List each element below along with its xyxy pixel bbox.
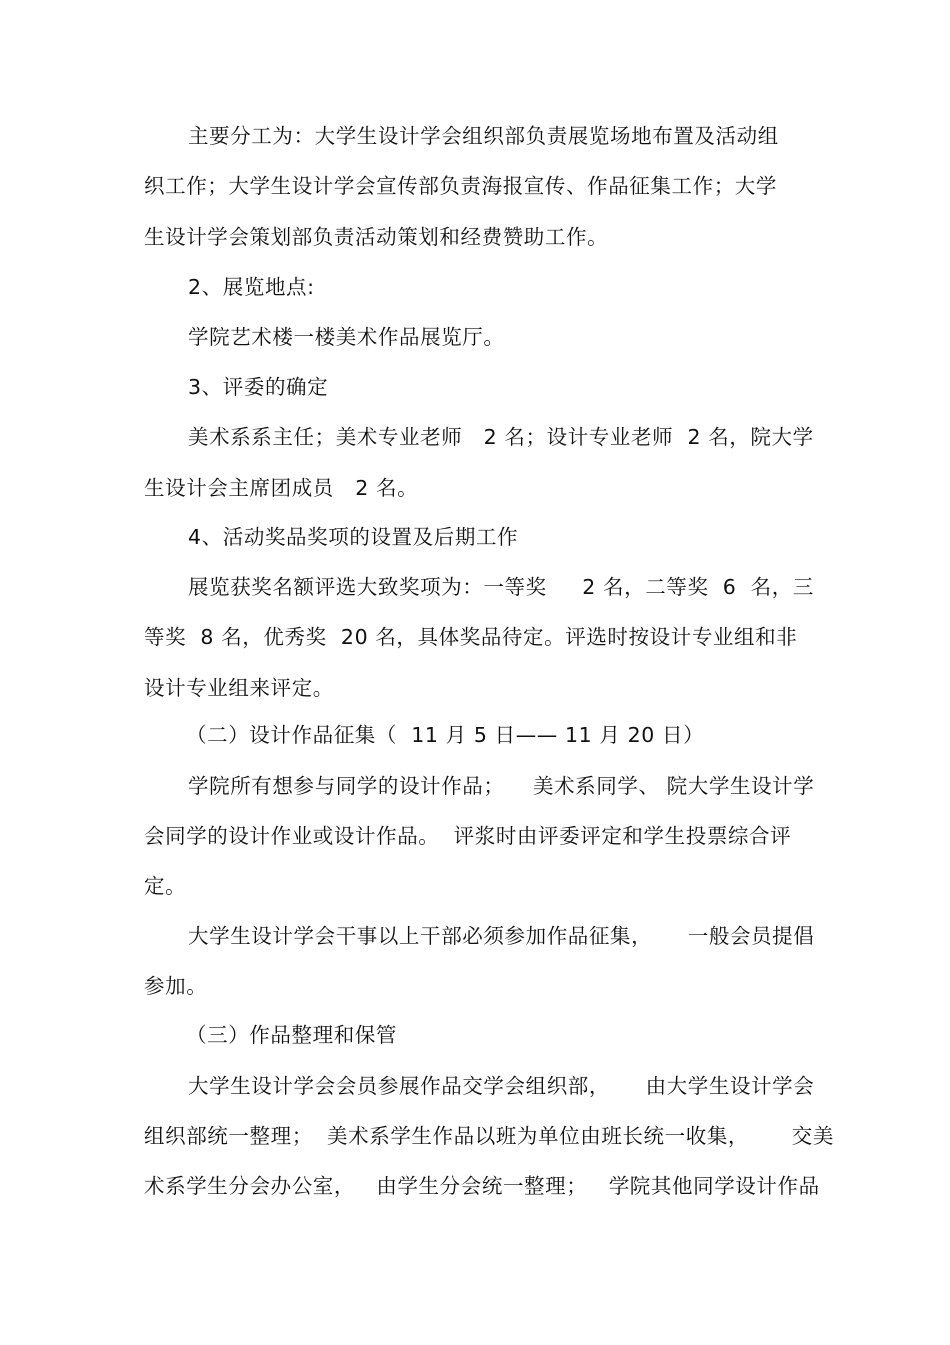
paragraph-line: 会同学的设计作业或设计作品。 评浆时由评委评定和学生投票综合评 <box>144 824 792 848</box>
paragraph-line: 定。 <box>144 874 187 898</box>
section-heading: 4、活动奖品奖项的设置及后期工作 <box>188 525 519 549</box>
paragraph-line: 等奖 8 名，优秀奖 20 名，具体奖品待定。评选时按设计专业组和非 <box>144 625 798 649</box>
paragraph-line: 组织部统一整理； 美术系学生作品以班为单位由班长统一收集， 交美 <box>144 1124 834 1148</box>
section-heading: （三）作品整理和保管 <box>186 1023 397 1047</box>
section-heading: 3、评委的确定 <box>188 375 329 399</box>
paragraph-line: 织工作；大学生设计学会宣传部负责海报宣传、作品征集工作；大学 <box>144 174 777 198</box>
paragraph-line: 学院艺术楼一楼美术作品展览厅。 <box>188 325 505 349</box>
paragraph-line: 美术系系主任；美术专业老师 2 名；设计专业老师 2 名，院大学 <box>188 425 814 449</box>
paragraph-line: 主要分工为：大学生设计学会组织部负责展览场地布置及活动组 <box>188 124 779 148</box>
paragraph-line: 大学生设计学会干事以上干部必须参加作品征集， 一般会员提倡 <box>188 924 815 948</box>
section-heading: 2、展览地点: <box>188 275 315 299</box>
paragraph-line: 生设计学会策划部负责活动策划和经费赞助工作。 <box>144 225 609 249</box>
paragraph-line: 参加。 <box>144 974 208 998</box>
section-heading: （二）设计作品征集（ 11 月 5 日—— 11 月 20 日） <box>186 723 705 747</box>
paragraph-line: 展览获奖名额评选大致奖项为：一等奖 2 名，二等奖 6 名，三 <box>188 575 814 599</box>
paragraph-line: 学院所有想参与同学的设计作品； 美术系同学、 院大学生设计学 <box>188 774 815 798</box>
paragraph-line: 生设计会主席团成员 2 名。 <box>144 476 419 500</box>
paragraph-line: 设计专业组来评定。 <box>144 676 334 700</box>
paragraph-line: 大学生设计学会会员参展作品交学会组织部， 由大学生设计学会 <box>188 1074 815 1098</box>
paragraph-line: 术系学生分会办公室， 由学生分会统一整理； 学院其他同学设计作品 <box>144 1174 820 1198</box>
